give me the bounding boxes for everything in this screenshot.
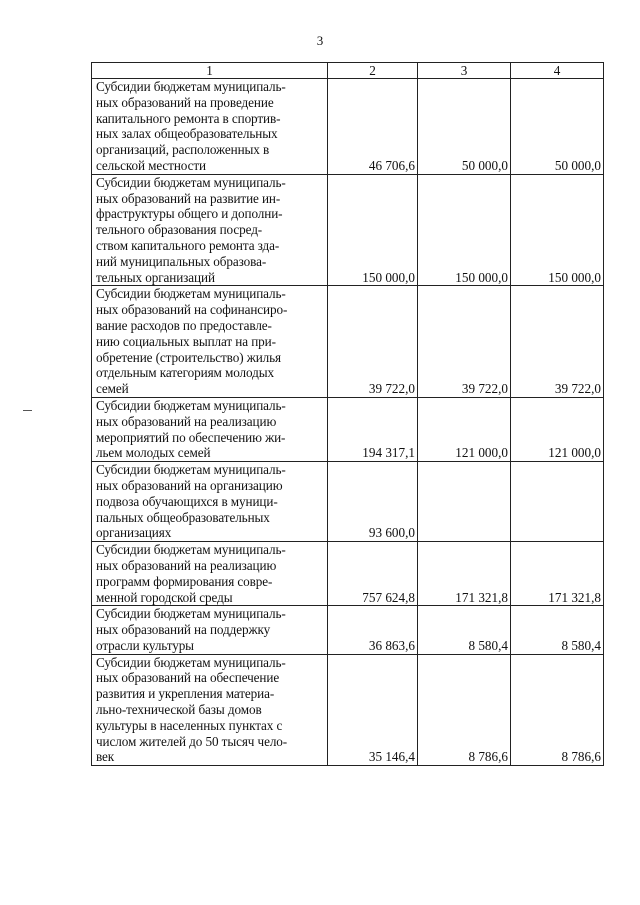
row-value-col3: 8 580,4 — [418, 606, 511, 654]
row-description: Субсидии бюджетам муниципаль- ных образований на софинансиро- вание расходов по предоставле- нию социальных выплат на при- обретение (строительство) жилья отдельным категориям молодых семей — [92, 286, 328, 398]
row-value-col4: 50 000,0 — [511, 79, 604, 175]
table-row — [92, 286, 604, 398]
row-value-col3: 171 321,8 — [418, 542, 511, 606]
budget-table — [91, 62, 604, 766]
table-row — [92, 606, 604, 654]
table-header-row — [92, 63, 604, 79]
row-value-col2: 36 863,6 — [328, 606, 418, 654]
column-header-4: 4 — [511, 63, 604, 79]
row-value-col3: 121 000,0 — [418, 397, 511, 461]
row-description: Субсидии бюджетам муниципаль- ных образований на развитие ин- фраструктуры общего и дополни- тельного образования посред- ством капитального ремонта зда- ний муниципальных образова- тельных организаций — [92, 174, 328, 286]
row-description: Субсидии бюджетам муниципаль- ных образований на реализацию программ формирования совре- менной городской среды — [92, 542, 328, 606]
row-value-col3: 8 786,6 — [418, 654, 511, 766]
row-value-col2: 46 706,6 — [328, 79, 418, 175]
row-description: Субсидии бюджетам муниципаль- ных образований на обеспечение развития и укрепления материа- льно-технической базы домов культуры в населенных пунктах с числом жителей до 50 тысяч чело- век — [92, 654, 328, 766]
row-value-col4: 171 321,8 — [511, 542, 604, 606]
row-value-col3: 150 000,0 — [418, 174, 511, 286]
row-value-col3: 50 000,0 — [418, 79, 511, 175]
row-value-col2: 39 722,0 — [328, 286, 418, 398]
row-value-col2: 93 600,0 — [328, 462, 418, 542]
page-number: 3 — [316, 33, 324, 48]
row-value-col2: 150 000,0 — [328, 174, 418, 286]
row-value-col3 — [418, 462, 511, 542]
row-value-col4 — [511, 462, 604, 542]
table-row — [92, 542, 604, 606]
row-description: Субсидии бюджетам муниципаль- ных образований на реализацию мероприятий по обеспечению жи- льем молодых семей — [92, 397, 328, 461]
table-row — [92, 462, 604, 542]
row-value-col2: 35 146,4 — [328, 654, 418, 766]
table-row — [92, 654, 604, 766]
row-value-col2: 757 624,8 — [328, 542, 418, 606]
column-header-3: 3 — [418, 63, 511, 79]
row-value-col4: 39 722,0 — [511, 286, 604, 398]
row-value-col4: 8 786,6 — [511, 654, 604, 766]
column-header-2: 2 — [328, 63, 418, 79]
column-header-1: 1 — [92, 63, 328, 79]
table-row — [92, 174, 604, 286]
row-value-col4: 121 000,0 — [511, 397, 604, 461]
row-description: Субсидии бюджетам муниципаль- ных образований на проведение капитального ремонта в спортив- ных залах общеобразовательных организаций, расположенных в сельской местности — [92, 79, 328, 175]
table-row — [92, 397, 604, 461]
row-value-col4: 150 000,0 — [511, 174, 604, 286]
row-description: Субсидии бюджетам муниципаль- ных образований на поддержку отрасли культуры — [92, 606, 328, 654]
row-value-col3: 39 722,0 — [418, 286, 511, 398]
table-row — [92, 79, 604, 175]
margin-mark — [23, 410, 32, 411]
row-description: Субсидии бюджетам муниципаль- ных образований на организацию подвоза обучающихся в муници- пальных общеобразовательных организациях — [92, 462, 328, 542]
row-value-col4: 8 580,4 — [511, 606, 604, 654]
row-value-col2: 194 317,1 — [328, 397, 418, 461]
